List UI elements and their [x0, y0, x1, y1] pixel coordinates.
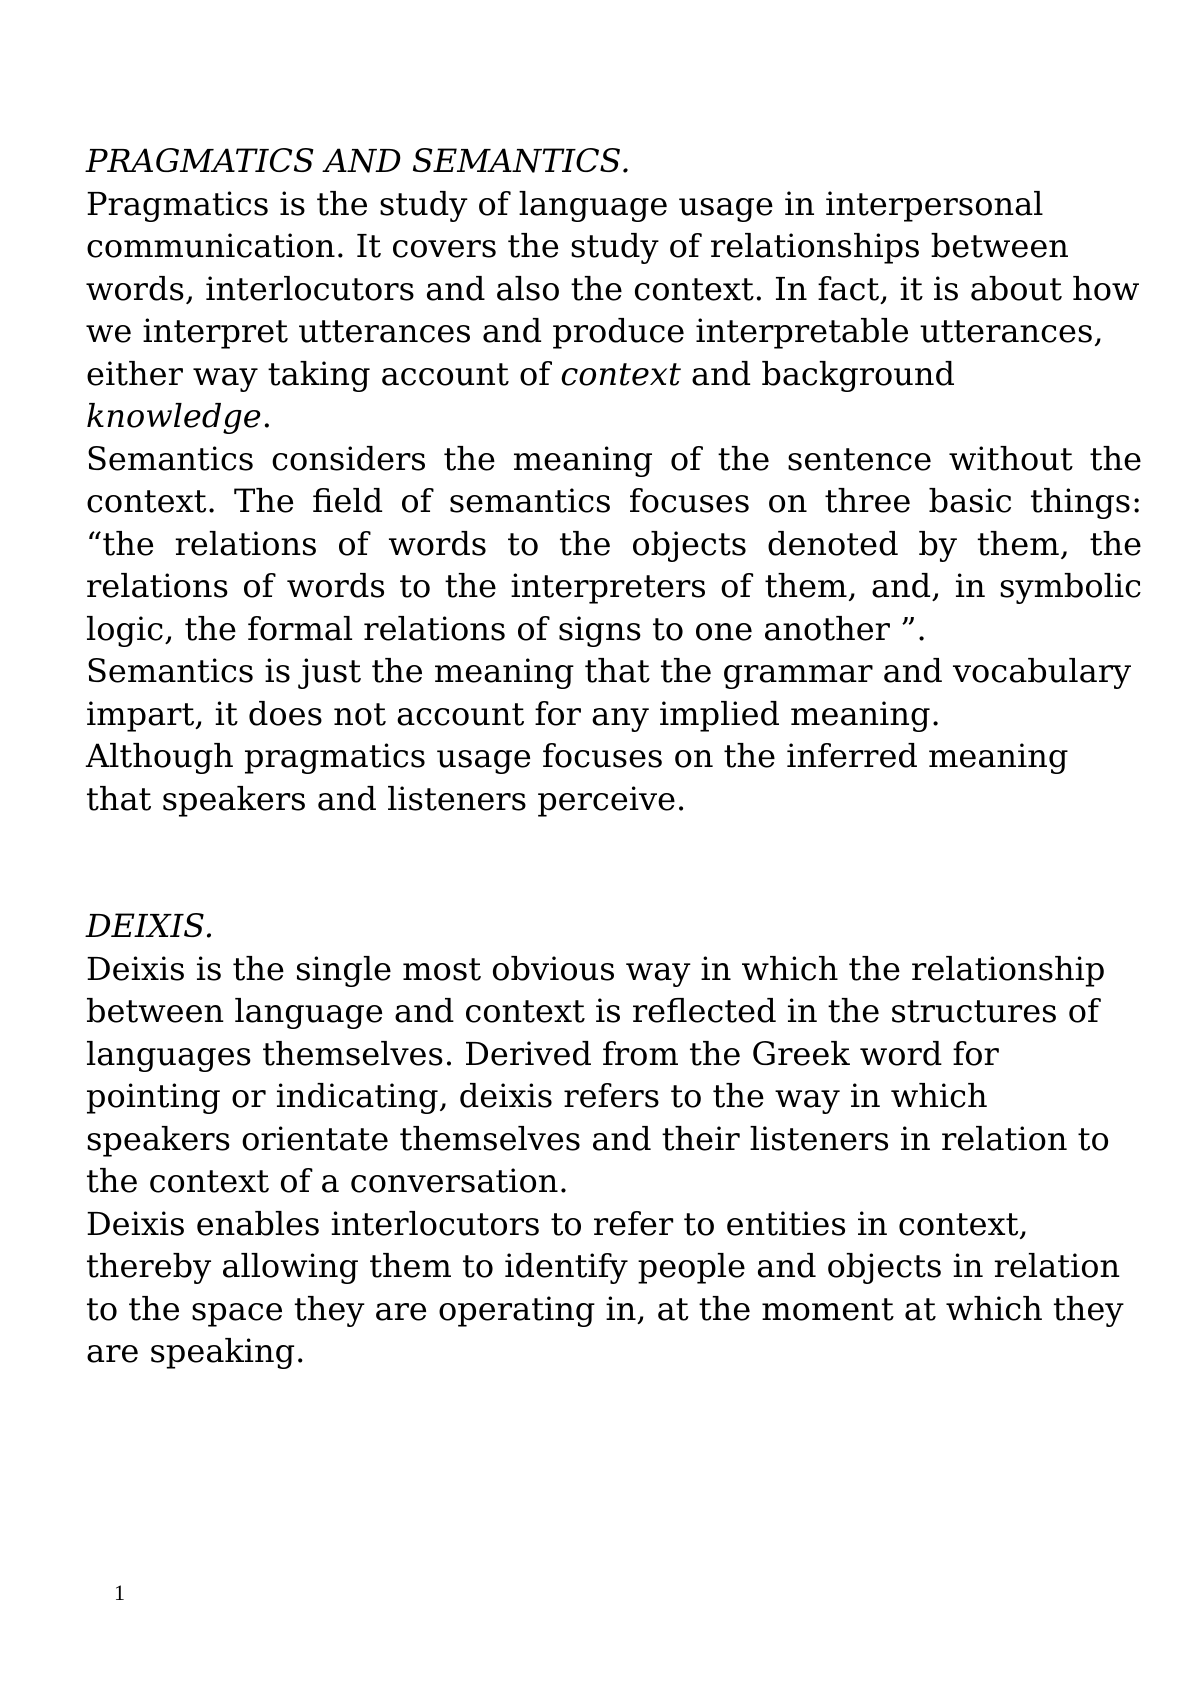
paragraph-pragmatics-definition — [86, 183, 1142, 438]
section-gap — [86, 820, 1142, 905]
document-body — [86, 140, 1142, 1373]
page-number: 1 — [114, 1580, 125, 1605]
paragraph-semantics-definition: Semantics considers the meaning of the sentence without the context. The field of semantics focuses on three basic things: “the relations of words to the objects denoted by them, the relations of words to the interpreters of them, and, in symbolic logic, the formal relations of signs to one another ”. — [86, 439, 1142, 648]
emphasis-context: context — [560, 354, 681, 393]
paragraph-deixis-definition: Deixis is the single most obvious way in which the relationship between language and context is reflected in the structures of languages themselves. Derived from the Greek word for pointing or indicating, deixis refers to the way in which speakers orientate themselves and their listeners in relation to the context of a conversation. — [86, 949, 1110, 1200]
section-heading-pragmatics: PRAGMATICS AND SEMANTICS. — [86, 142, 631, 180]
paragraph-text: . — [261, 397, 272, 435]
paragraph-text: Pragmatics is the study of language usage in interpersonal communication. It covers the study of relationships between words, interlocutors and also the context. In fact, it is about how we interpret utterances and produce interpretable utterances, either way taking account of — [86, 184, 1140, 393]
emphasis-knowledge: knowledge — [86, 397, 262, 435]
paragraph-deixis-function: Deixis enables interlocutors to refer to entities in context, thereby allowing them to identify people and objects in relation to the space they are operating in, at the moment at which they are speaking. — [86, 1204, 1124, 1370]
paragraph-semantics-meaning: Semantics is just the meaning that the grammar and vocabulary impart, it does not account for any implied meaning. — [86, 652, 1132, 733]
paragraph-text: and background — [680, 354, 955, 393]
section-heading-deixis: DEIXIS. — [86, 907, 215, 945]
paragraph-pragmatics-inferred: Although pragmatics usage focuses on the inferred meaning that speakers and listeners perceive. — [86, 737, 1069, 818]
